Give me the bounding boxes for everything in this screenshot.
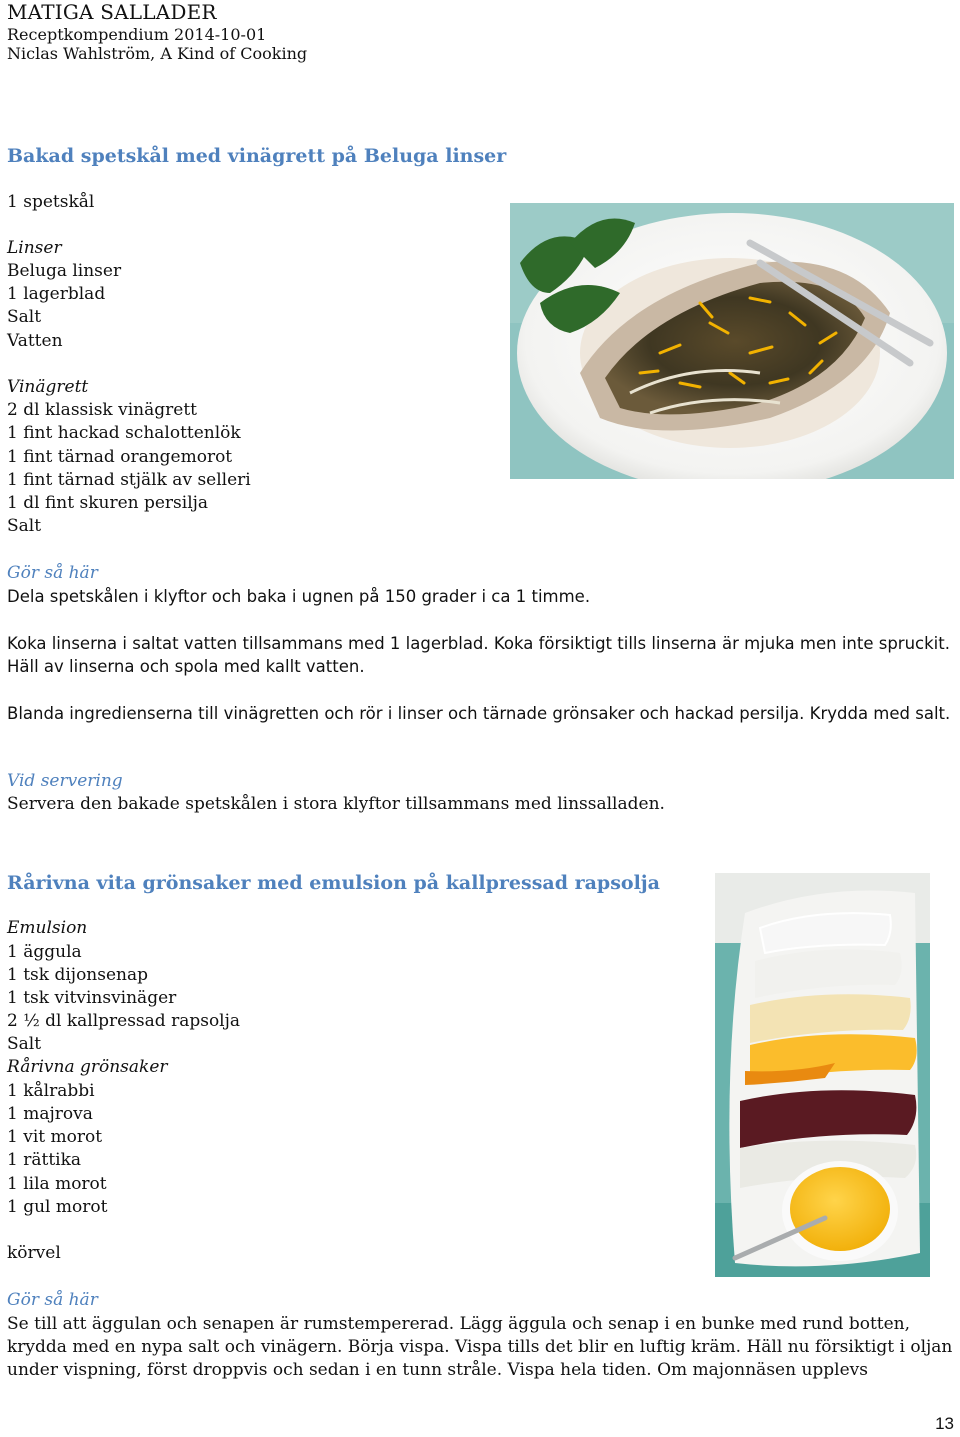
- recipe1-linser-heading: Linser: [7, 238, 62, 258]
- ingredient-item: 1 fint hackad schalottenlök: [7, 423, 241, 443]
- recipe1-vinagrett-heading: Vinägrett: [7, 377, 89, 397]
- ingredient-item: 1 dl fint skuren persilja: [7, 493, 209, 513]
- ingredient-item: 1 äggula: [7, 942, 82, 962]
- ingredient-item: 1 kålrabbi: [7, 1081, 95, 1101]
- recipe1-serving-text: Servera den bakade spetskålen i stora klyftor tillsammans med linssalladen.: [7, 794, 665, 814]
- recipe2-method-text: Se till att äggulan och senapen är rumstempererad. Lägg äggula och senap i en bunke med rund botten, krydda med en nypa salt och vinägern. Börja vispa. Vispa tills det blir en luftig kräm. Häll nu försiktigt i oljan under vispning, först droppvis och sedan i en tunn stråle. Vispa hela tiden. Om majonnäsen upplevs: [7, 1314, 953, 1380]
- recipe1-method-heading: Gör så här: [7, 563, 98, 583]
- recipe1-step3: Blanda ingredienserna till vinägretten och rör i linser och tärnade grönsaker och hackad persilja. Krydda med salt.: [7, 704, 951, 723]
- ingredient-item: Beluga linser: [7, 261, 122, 281]
- page-number: 13: [935, 1414, 954, 1433]
- ingredient-item: 1 gul morot: [7, 1197, 108, 1217]
- ingredient-item: 1 rättika: [7, 1150, 82, 1170]
- ingredient-item: Salt: [7, 516, 42, 536]
- recipe1-step1: Dela spetskålen i klyftor och baka i ugnen på 150 grader i ca 1 timme.: [7, 587, 591, 606]
- recipe2-title: Rårivna vita grönsaker med emulsion på kallpressad rapsolja: [7, 872, 660, 894]
- recipe1-step2: Koka linserna i saltat vatten tillsammans med 1 lagerblad. Koka försiktigt tills linserna är mjuka men inte spruckit. Häll av linserna och spola med kallt vatten.: [7, 634, 950, 676]
- ingredient-item: 1 tsk dijonsenap: [7, 965, 149, 985]
- ingredient-item: 1 lagerblad: [7, 284, 106, 304]
- document-subtitle: Receptkompendium 2014-10-01: [7, 25, 267, 44]
- document-title: MATIGA SALLADER: [7, 0, 217, 24]
- ingredient-item: Vatten: [7, 331, 63, 351]
- ingredient-item: 1 lila morot: [7, 1174, 107, 1194]
- recipe1-photo: [510, 203, 954, 479]
- ingredient-item: 2 dl klassisk vinägrett: [7, 400, 197, 420]
- recipe2-photo: [715, 873, 930, 1277]
- recipe2-method-heading: Gör så här: [7, 1290, 98, 1310]
- ingredient-item: 2 ½ dl kallpressad rapsolja: [7, 1011, 241, 1031]
- ingredient-item: Salt: [7, 1034, 42, 1054]
- ingredient-item: 1 fint tärnad stjälk av selleri: [7, 470, 251, 490]
- recipe1-title: Bakad spetskål med vinägrett på Beluga linser: [7, 145, 507, 167]
- recipe2-emulsion-heading: Emulsion: [7, 918, 88, 938]
- ingredient-item: 1 majrova: [7, 1104, 93, 1124]
- recipe2-vegetables-heading: Rårivna grönsaker: [7, 1057, 168, 1077]
- ingredient-item: 1 tsk vitvinsvinäger: [7, 988, 177, 1008]
- recipe1-serving-heading: Vid servering: [7, 771, 123, 791]
- recipe1-main-ingredient: 1 spetskål: [7, 192, 95, 212]
- recipe2-garnish: körvel: [7, 1243, 61, 1263]
- ingredient-item: 1 vit morot: [7, 1127, 103, 1147]
- ingredient-item: 1 fint tärnad orangemorot: [7, 447, 233, 467]
- document-author: Niclas Wahlström, A Kind of Cooking: [7, 44, 308, 63]
- ingredient-item: Salt: [7, 307, 42, 327]
